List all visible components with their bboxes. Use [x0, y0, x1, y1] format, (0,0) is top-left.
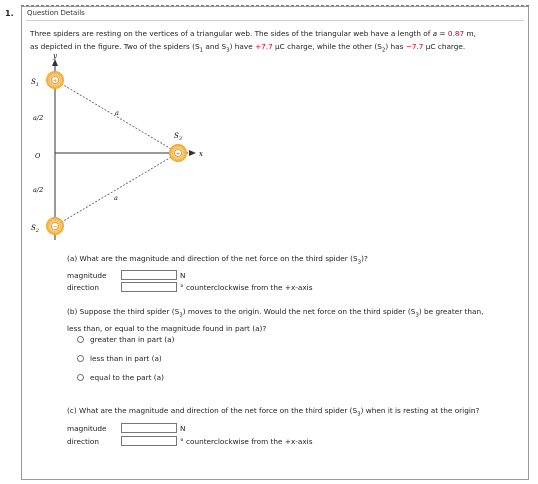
part-c-magnitude-label: magnitude: [67, 424, 107, 433]
x-axis-label: x: [199, 150, 203, 158]
part-c-magnitude-unit: N: [180, 424, 186, 433]
option-less-label[interactable]: less than in part (a): [90, 354, 162, 363]
part-c-direction-label: direction: [67, 437, 99, 446]
part-c-magnitude-input[interactable]: [121, 423, 177, 433]
side-length-value: 0.87: [447, 29, 465, 38]
half-side-top-label: a/2: [33, 114, 44, 122]
half-side-bottom-label: a/2: [33, 186, 44, 194]
side-a-top-label: a: [115, 109, 119, 117]
side-a-bottom-label: a: [114, 194, 118, 202]
part-c-direction-input[interactable]: [121, 436, 177, 446]
plus-sign-s1: +: [52, 77, 58, 85]
web-side-bottom: [55, 150, 181, 226]
triangle-web-figure: [25, 54, 215, 244]
label-s3: $S_3$: [174, 132, 182, 142]
question-intro: Three spiders are resting on the vertices of a triangular web. The sides of the triangular web have a length of a = 0.87 m, as depicted in the figure. Two of the spiders ($S_1$ and $S_3$) have +7.7 μC charge, while the other $(S_2)$ has −7.7 μC charge.: [30, 29, 476, 54]
part-a-question: (a) What are the magnitude and direction of the net force on the third spider $(S_3)$?: [67, 254, 368, 266]
question-number: 1.: [5, 9, 14, 18]
part-a-direction-input[interactable]: [121, 282, 177, 292]
part-c-question: (c) What are the magnitude and direction of the net force on the third spider $(S_3)$ when it is resting at the origin?: [67, 406, 480, 418]
option-greater-label[interactable]: greater than in part (a): [90, 335, 175, 344]
part-a-direction-unit: ° counterclockwise from the +x-axis: [180, 283, 313, 292]
part-c-direction-unit: ° counterclockwise from the +x-axis: [180, 437, 313, 446]
positive-charge-value: +7.7: [255, 42, 273, 51]
origin-label: O: [35, 152, 41, 160]
part-a-magnitude-unit: N: [180, 271, 186, 280]
y-axis-label: y: [53, 54, 57, 60]
x-axis-arrow: [189, 150, 196, 156]
minus-sign-s2: −: [52, 223, 58, 231]
plus-sign-s3: +: [175, 150, 181, 158]
label-s1: $S_1$: [31, 78, 39, 88]
y-axis-arrow: [52, 59, 58, 66]
option-greater-radio[interactable]: [77, 336, 84, 343]
label-s2: $S_2$: [31, 224, 39, 234]
part-a-magnitude-label: magnitude: [67, 271, 107, 280]
option-equal-label[interactable]: equal to the part (a): [90, 373, 164, 382]
option-equal-radio[interactable]: [77, 374, 84, 381]
negative-charge-value: −7.7: [405, 42, 424, 51]
part-a-magnitude-input[interactable]: [121, 270, 177, 280]
part-a-direction-label: direction: [67, 283, 99, 292]
option-less-radio[interactable]: [77, 355, 84, 362]
part-b-question: (b) Suppose the third spider $(S_3)$ moves to the origin. Would the net force on the third spider $(S_3)$ be greater than, less than, or equal to the magnitude found in part (a)?: [67, 307, 484, 334]
question-details-label: Question Details: [27, 9, 85, 17]
header-divider: [26, 20, 524, 21]
